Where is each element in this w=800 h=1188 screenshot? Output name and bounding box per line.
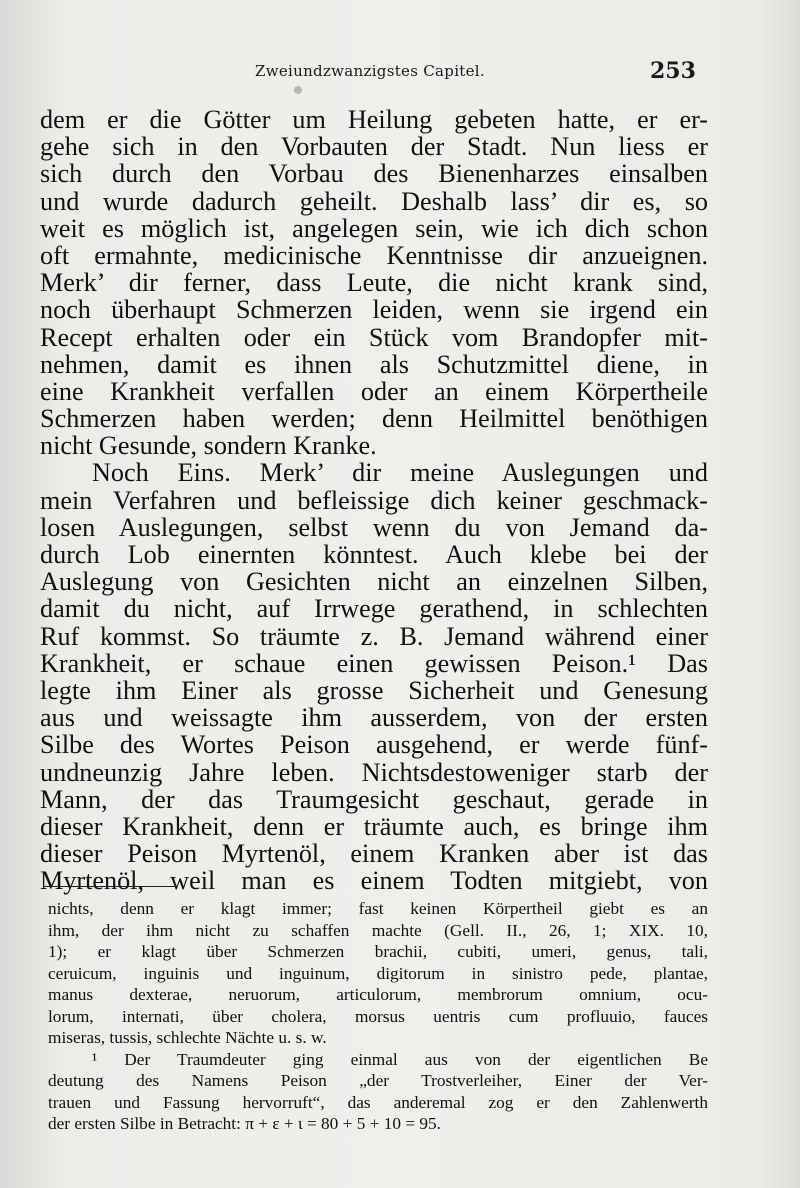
text-line: legte ihm Einer als grosse Sicherheit und Genesung xyxy=(40,675,708,705)
text-line: dieser Peison Myrtenöl, einem Kranken aber ist das xyxy=(40,839,708,869)
text-line: gehe sich in den Vorbauten der Stadt. Nun liess er xyxy=(40,132,708,162)
footnote-line: 1); er klagt über Schmerzen brachii, cubiti, umeri, genus, tali, xyxy=(48,942,708,961)
footnote-line: trauen und Fassung hervorruft“, das anderemal zog er den Zahlenwerth xyxy=(48,1092,708,1112)
text-line: Auslegung von Gesichten nicht an einzelnen Silben, xyxy=(40,567,708,597)
text-line: aus und weissagte ihm ausserdem, von der ersten xyxy=(40,703,708,733)
text-line: Myrtenöl, weil man es einem Todten mitgiebt, von xyxy=(40,866,708,896)
footnote-line: miseras, tussis, schlechte Nächte u. s. w. xyxy=(48,1028,327,1047)
text-line: und wurde dadurch geheilt. Deshalb lass’ dir es, so xyxy=(40,186,708,216)
footnote-divider xyxy=(44,886,176,887)
footnote-line: deutung des Namens Peison „der Trostverleiher, Einer der Ver- xyxy=(48,1071,708,1090)
text-line: Mann, der das Traumgesicht geschaut, gerade in xyxy=(40,784,708,814)
footnote-line: lorum, internati, über cholera, morsus uentris cum profluuio, fauces xyxy=(48,1006,708,1026)
main-text xyxy=(40,106,708,894)
text-line: eine Krankheit verfallen oder an einem Körpertheile xyxy=(40,376,708,406)
text-line: dieser Krankheit, denn er träumte auch, es bringe ihm xyxy=(40,811,708,841)
text-line: damit du nicht, auf Irrwege gerathend, in schlechten xyxy=(40,594,708,624)
text-line: sich durch den Vorbau des Bienenharzes einsalben xyxy=(40,159,708,189)
footnote-line: ceruicum, inguinis und inguinum, digitorum in sinistro pede, plantae, xyxy=(48,963,708,983)
page-header xyxy=(0,60,800,90)
running-title: Zweiundzwanzigstes Capitel. xyxy=(255,62,485,80)
footnote-line: ¹ Der Traumdeuter ging einmal aus von der eigentlichen Be xyxy=(92,1049,708,1069)
text-line: nicht Gesunde, sondern Kranke. xyxy=(40,431,377,461)
footnote-line: nichts, denn er klagt immer; fast keinen Körpertheil giebt es an xyxy=(48,899,708,918)
text-line: Schmerzen haben werden; denn Heilmittel benöthigen xyxy=(40,404,708,434)
text-line: oft ermahnte, medicinische Kenntnisse dir anzueignen. xyxy=(40,240,708,270)
text-line: Recept erhalten oder ein Stück vom Brandopfer mit- xyxy=(40,322,708,352)
text-line: durch Lob einernten könntest. Auch klebe bei der xyxy=(40,540,708,569)
footnote-line: manus dexterae, neruorum, articulorum, membrorum omnium, ocu- xyxy=(48,985,708,1004)
text-line: Ruf kommst. So träumte z. B. Jemand während einer xyxy=(40,621,708,651)
page-number: 253 xyxy=(650,58,696,84)
text-line: nehmen, damit es ihnen als Schutzmittel diene, in xyxy=(40,349,708,379)
text-line: mein Verfahren und befleissige dich keiner geschmack- xyxy=(40,485,708,515)
text-line: losen Auslegungen, selbst wenn du von Jemand da- xyxy=(40,512,708,542)
text-line: Krankheit, er schaue einen gewissen Peison.¹ Das xyxy=(40,648,708,678)
text-line: dem er die Götter um Heilung gebeten hatte, er er- xyxy=(40,105,708,134)
text-line: noch überhaupt Schmerzen leiden, wenn sie irgend ein xyxy=(40,295,708,325)
footnote-line: ihm, der ihm nicht zu schaffen machte (Gell. II., 26, 1; XIX. 10, xyxy=(48,920,708,940)
text-line: Merk’ dir ferner, dass Leute, die nicht krank sind, xyxy=(40,268,708,298)
text-line: Noch Eins. Merk’ dir meine Auslegungen und xyxy=(92,458,708,488)
footnote-line: der ersten Silbe in Betracht: π + ε + ι = 80 + 5 + 10 = 95. xyxy=(48,1114,441,1133)
footnotes xyxy=(48,898,708,1135)
text-line: undneunzig Jahre leben. Nichtsdestoweniger starb der xyxy=(40,757,708,787)
text-line: weit es möglich ist, angelegen sein, wie ich dich schon xyxy=(40,213,708,243)
text-line: Silbe des Wortes Peison ausgehend, er werde fünf- xyxy=(40,730,708,760)
